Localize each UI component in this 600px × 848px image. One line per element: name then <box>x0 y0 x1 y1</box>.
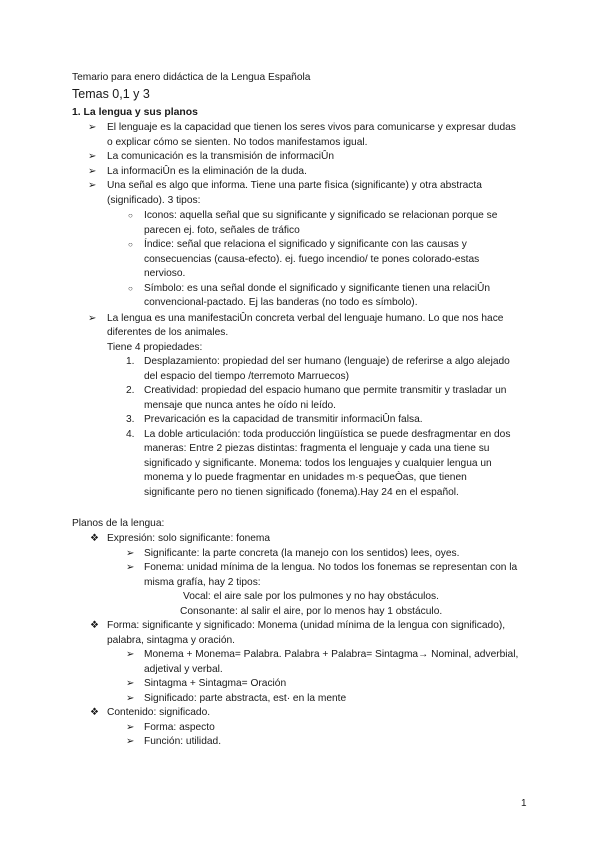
list-item: ○ Índice: señal que relaciona el significado y significante con las causas y consecuencias (causa-efecto). ej. fuego incendio/ te pones colorado-estas nervioso. <box>0 238 518 282</box>
list-item: ➢ La comunicación es la transmisión de informaciÛn <box>0 150 520 165</box>
document-subtitle: Temas 0,1 y 3 <box>72 87 150 101</box>
arrow-bullet-icon <box>126 692 135 707</box>
arrow-bullet-icon <box>126 721 135 736</box>
page-number: 1 <box>521 798 527 809</box>
list-item: ○ Iconos: aquella señal que su significante y significado se relacionan porque se parecen ej. foto, señales de tráfico <box>0 209 518 238</box>
diamond-bullet-icon <box>90 532 99 547</box>
list-item: ➢ Función: utilidad. <box>0 735 524 750</box>
diamond-bullet-icon <box>90 706 99 721</box>
arrow-bullet-icon <box>88 165 97 180</box>
list-item: ➢ Significante: la parte concreta (la manejo con los sentidos) lees, oyes. <box>0 547 524 562</box>
list-item: ➢ El lenguaje es la capacidad que tienen los seres vivos para comunicarse y expresar dudas o explicar cómo se sienten. No todos manifestamos igual. <box>0 121 520 150</box>
list-item: 4. La doble articulación: toda producción lingüística se puede desfragmentar en dos maneras: Entre 2 piezas distintas: fragmenta el lenguaje y cada una tiene su significado y significante. Monema: todos los lenguajes y cualquier lengua un monema y lo puede fragmentar en unidades m·s pequeÒas, que tienen significante pero no tienen significado (fonema).Hay 24 en el español. <box>126 428 511 498</box>
diamond-bullet-icon <box>90 619 99 634</box>
circle-bullet-icon <box>128 282 133 297</box>
list-item: 3. Prevaricación es la capacidad de transmitir informaciÛn falsa. <box>126 414 423 425</box>
list-item: ➢ Una señal es algo que informa. Tiene una parte fìsica (significante) y otra abstracta (significado). 3 tipos: <box>0 179 520 208</box>
arrow-bullet-icon <box>88 179 97 194</box>
list-item: ➢ La informaciÛn es la eliminación de la duda. <box>0 165 520 180</box>
arrow-bullet-icon <box>88 150 97 165</box>
vocal-line: Vocal: el aire sale por los pulmones y no hay obstáculos. <box>183 591 439 602</box>
list-item: ○ Símbolo: es una señal donde el significado y significante tienen una relaciÛn convencional-pactado. Ej las banderas (no todo es símbolo). <box>0 282 518 311</box>
circle-bullet-icon <box>128 238 133 253</box>
list-item: 2. Creatividad: propiedad del espacio humano que permite transmitir y trasladar un mensaje que nunca antes he oído ni leído. <box>126 385 507 411</box>
list-item: ➢ La lengua es una manifestaciÛn concreta verbal del lenguaje humano. Lo que nos hace diferentes de los animales. <box>0 312 520 341</box>
consonante-line: Consonante: al salir el aire, por lo menos hay 1 obstáculo. <box>180 605 443 617</box>
list-item: ➢ Forma: aspecto <box>0 721 524 736</box>
section-heading: 1. La lengua y sus planos <box>72 107 198 118</box>
list-item: ➢ Significado: parte abstracta, est· en la mente <box>0 692 524 707</box>
list-item: ❖ Forma: significante y significado: Monema (unidad mínima de la lengua con significado), palabra, sintagma y oración. <box>0 619 520 648</box>
document-title: Temario para enero didáctica de la Lengua Española <box>72 72 311 83</box>
list-item: ❖ Expresión: solo significante: fonema <box>0 532 520 547</box>
arrow-bullet-icon <box>126 561 135 576</box>
section1-bullets <box>0 121 600 500</box>
arrow-bullet-icon <box>126 735 135 750</box>
list-item: 1. Desplazamiento: propiedad del ser humano (lenguaje) de referirse a algo alejado del espacio del tiempo /terremoto Marruecos) <box>126 356 510 382</box>
list-item: ➢ Sintagma + Sintagma= Oración <box>0 677 524 692</box>
list-item: ❖ Contenido: significado. <box>0 706 520 721</box>
arrow-bullet-icon <box>126 648 135 663</box>
planos-title: Planos de la lengua: <box>72 518 165 529</box>
arrow-bullet-icon <box>88 312 97 327</box>
arrow-bullet-icon <box>126 677 135 692</box>
arrow-bullet-icon <box>126 547 135 562</box>
circle-bullet-icon <box>128 209 133 224</box>
arrow-bullet-icon <box>88 121 97 136</box>
properties-intro: Tiene 4 propiedades: <box>107 341 203 353</box>
list-item: ➢ Fonema: unidad mínima de la lengua. No todos los fonemas se representan con la misma grafía, hay 2 tipos: <box>0 561 524 590</box>
list-item: ➢ Monema + Monema= Palabra. Palabra + Palabra= Sintagma→ Nominal, adverbial, adjetival y verbal. <box>0 648 524 677</box>
planos-list <box>0 532 600 750</box>
